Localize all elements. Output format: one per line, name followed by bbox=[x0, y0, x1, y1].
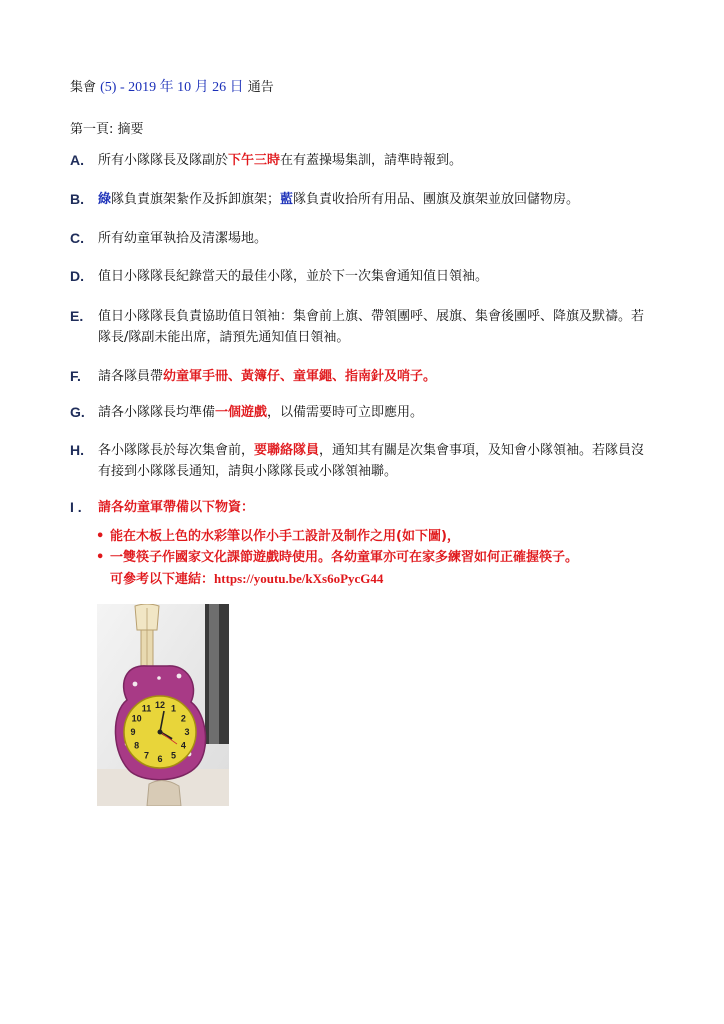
guitar-clock-image bbox=[97, 604, 229, 806]
item-letter: B. bbox=[70, 191, 84, 207]
item-text: 所有小隊隊長及隊副於 bbox=[98, 153, 229, 168]
clock-numeral: 8 bbox=[134, 740, 140, 751]
clock-numeral: 5 bbox=[170, 750, 177, 761]
clock-numeral: 1 bbox=[170, 703, 177, 714]
clock-numeral: 9 bbox=[130, 727, 136, 737]
item-text: 隊負責旗架紮作及拆卸旗架； bbox=[111, 192, 281, 207]
title-suffix: 通告 bbox=[243, 80, 274, 95]
title-date: (5) - 2019 年 10 月 26 日 bbox=[100, 80, 244, 95]
item-text: 各小隊隊長於每次集會前， bbox=[98, 443, 255, 458]
clock-numeral: 7 bbox=[143, 750, 150, 761]
bullet-text: 可參考以下連結： bbox=[110, 572, 215, 587]
item-h bbox=[70, 440, 650, 482]
bullet-text: 能在木板上色的水彩筆以作小手工設計及制作之用(如下圖)， bbox=[110, 529, 460, 544]
clock-numeral: 11 bbox=[141, 703, 152, 714]
list-item bbox=[96, 547, 656, 590]
item-f bbox=[70, 366, 650, 387]
supplies-list bbox=[96, 526, 656, 590]
item-letter: I . bbox=[70, 499, 82, 515]
item-highlight: 下午三時 bbox=[228, 153, 281, 168]
item-e bbox=[70, 306, 650, 348]
item-letter: A. bbox=[70, 152, 84, 168]
page-subtitle: 第一頁: 摘要 bbox=[70, 122, 144, 137]
bullet-dot-icon: • bbox=[96, 529, 105, 544]
item-text: 值日小隊隊長紀錄當天的最佳小隊，並於下一次集會通知值日領袖。 bbox=[98, 269, 489, 284]
list-item bbox=[96, 526, 656, 547]
clock-numeral: 10 bbox=[131, 713, 142, 724]
clock-numeral: 2 bbox=[180, 713, 186, 724]
item-text: 在有蓋操場集訓，請準時報到。 bbox=[280, 153, 463, 168]
item-highlight: 綠 bbox=[98, 192, 112, 207]
item-d bbox=[70, 266, 650, 287]
bullet-dot-icon: • bbox=[96, 550, 105, 565]
item-letter: D. bbox=[70, 268, 84, 284]
youtube-link[interactable]: https://youtu.be/kXs6oPycG44 bbox=[214, 571, 384, 586]
clock-numeral: 4 bbox=[180, 740, 186, 751]
item-letter: E. bbox=[70, 308, 84, 324]
item-a bbox=[70, 150, 650, 171]
item-highlight: 要聯絡隊員 bbox=[254, 443, 320, 458]
title-prefix: 集會 bbox=[70, 80, 101, 95]
item-letter: F. bbox=[70, 368, 81, 384]
item-highlight: 幼童軍手冊、黃簿仔、童軍繩、指南針及哨子。 bbox=[163, 369, 437, 384]
item-letter: H. bbox=[70, 442, 84, 458]
bullet-text: 一雙筷子作國家文化課節遊戲時使用。各幼童軍亦可在家多練習如何正確握筷子。 bbox=[110, 550, 579, 565]
clock-numeral: 12 bbox=[154, 700, 166, 710]
page-title bbox=[70, 76, 274, 96]
item-highlight: 藍 bbox=[280, 192, 294, 207]
item-text: 請各小隊隊長均準備 bbox=[98, 405, 216, 420]
item-text: 值日小隊隊長負責協助值日領袖：集會前上旗、帶領團呼、展旗、集會後團呼、降旗及默禱。若隊長/隊副未能出席，請預先通知值日領袖。 bbox=[98, 309, 645, 345]
item-text: ，通知其有關是次集會事項，及知會小隊領袖。若隊員沒有接到小隊隊長通知，請與小隊隊長或小隊領袖聯。 bbox=[98, 443, 645, 479]
item-text: ，以備需要時可立即應用。 bbox=[267, 405, 424, 420]
item-text: 所有幼童軍執拾及清潔場地。 bbox=[98, 231, 268, 246]
clock-numeral: 3 bbox=[184, 727, 190, 737]
item-letter: G. bbox=[70, 404, 85, 420]
item-g bbox=[70, 402, 650, 423]
item-highlight: 一個遊戲 bbox=[215, 405, 268, 420]
item-b bbox=[70, 189, 650, 210]
item-text: 請各隊員帶 bbox=[98, 369, 164, 384]
item-text: 隊負責收拾所有用品、團旗及旗架並放回儲物房。 bbox=[293, 192, 580, 207]
item-letter: C. bbox=[70, 230, 84, 246]
item-c bbox=[70, 228, 650, 249]
item-highlight: 請各幼童軍帶備以下物資： bbox=[98, 500, 255, 515]
guitar-clock-photo bbox=[97, 604, 229, 806]
item-i bbox=[70, 497, 650, 518]
clock-numeral: 6 bbox=[157, 754, 163, 764]
